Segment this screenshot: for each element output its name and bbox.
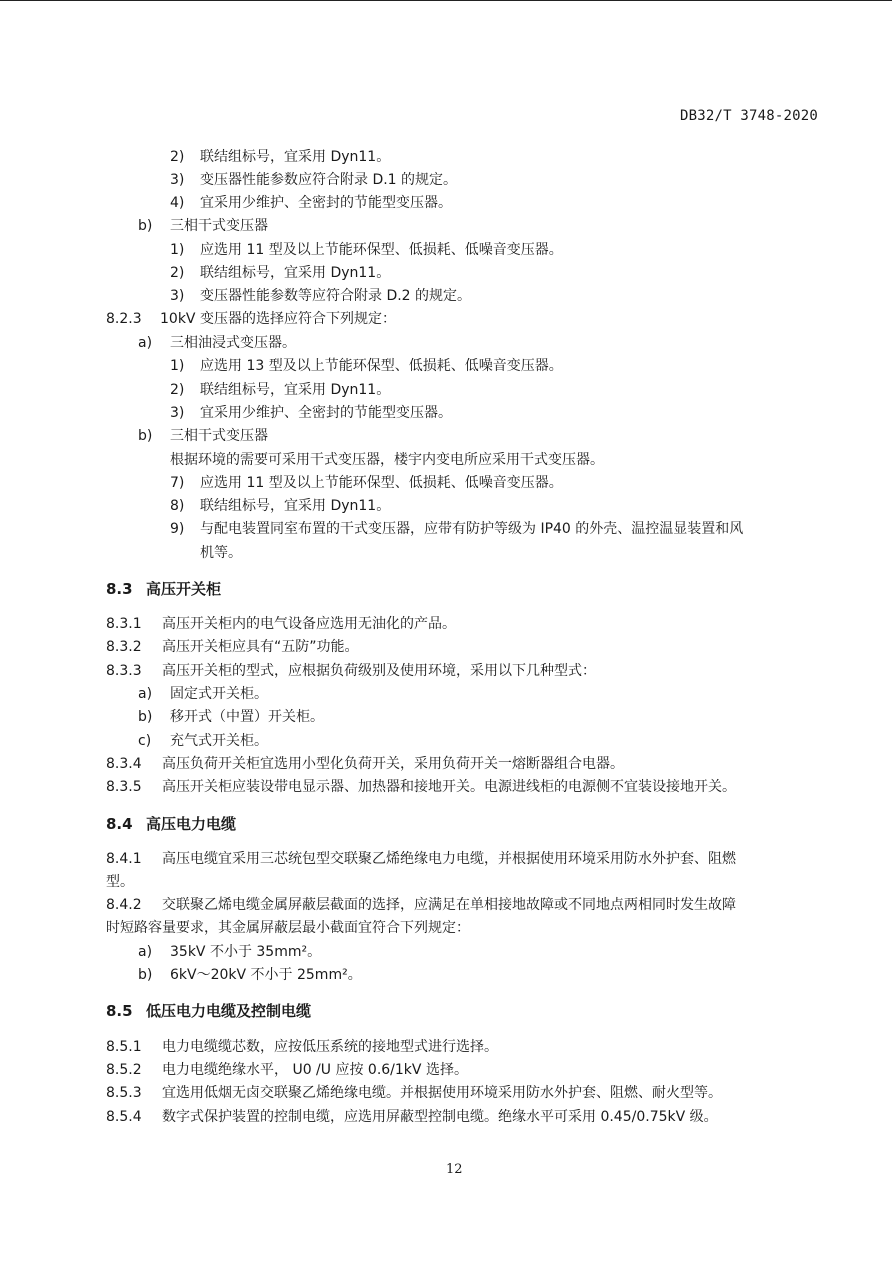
section-title: 高压电力电缆 xyxy=(146,815,237,833)
item-text: 变压器性能参数等应符合附录 D.2 的规定。 xyxy=(200,288,472,304)
clause-text: 电力电缆缆芯数，应按低压系统的接地型式进行选择。 xyxy=(162,1039,498,1055)
clause-text: 高压负荷开关柜宜选用小型化负荷开关，采用负荷开关一熔断器组合电器。 xyxy=(162,756,624,772)
clause-text: 数字式保护装置的控制电缆，应选用屏蔽型控制电缆。绝缘水平可采用 0.45/0.75kV 级。 xyxy=(162,1109,718,1125)
list-item xyxy=(170,148,390,166)
item-text: 35kV 不小于 35mm²。 xyxy=(170,944,322,960)
item-marker: a) xyxy=(138,944,153,960)
list-item xyxy=(138,732,268,750)
clause-continuation xyxy=(106,919,470,937)
clause-number: 8.5.2 xyxy=(106,1062,142,1078)
item-marker: a) xyxy=(138,686,153,702)
list-item xyxy=(170,194,452,212)
item-text: 变压器性能参数应符合附录 D.1 的规定。 xyxy=(200,172,458,188)
clause xyxy=(106,850,736,868)
clause-number: 8.3.1 xyxy=(106,616,142,632)
list-item xyxy=(138,943,321,961)
section-heading xyxy=(106,815,236,833)
clause-number: 8.3.2 xyxy=(106,639,142,655)
clause xyxy=(106,310,396,328)
clause-text: 高压开关柜内的电气设备应选用无油化的产品。 xyxy=(162,616,456,632)
item-marker: b) xyxy=(138,967,153,983)
clause-text: 交联聚乙烯电缆金属屏蔽层截面的选择，应满足在单相接地故障或不同地点两相同时发生故障 xyxy=(162,897,736,913)
clause xyxy=(106,638,359,656)
item-text: 宜采用少维护、全密封的节能型变压器。 xyxy=(200,405,452,421)
item-text: 应选用 11 型及以上节能环保型、低损耗、低噪音变压器。 xyxy=(200,475,563,491)
clause xyxy=(106,1108,718,1126)
item-text: 联结组标号，宜采用 Dyn11。 xyxy=(200,149,391,165)
section-number: 8.5 xyxy=(106,1002,133,1020)
item-text: 宜采用少维护、全密封的节能型变压器。 xyxy=(200,195,452,211)
list-item xyxy=(170,264,390,282)
clause xyxy=(106,1038,498,1056)
list-item xyxy=(138,685,268,703)
clause-number: 8.5.3 xyxy=(106,1085,142,1101)
item-text: 机等。 xyxy=(200,545,242,561)
item-text: 固定式开关柜。 xyxy=(170,686,268,702)
clause-number: 8.3.5 xyxy=(106,779,142,795)
clause xyxy=(106,1084,722,1102)
clause-number: 8.2.3 xyxy=(106,311,142,327)
item-text: 应选用 13 型及以上节能环保型、低损耗、低噪音变压器。 xyxy=(200,358,563,374)
item-marker: 7) xyxy=(170,475,185,491)
clause-text: 高压开关柜应具有“五防”功能。 xyxy=(162,639,359,655)
clause-number: 8.5.1 xyxy=(106,1039,142,1055)
item-text: 联结组标号，宜采用 Dyn11。 xyxy=(200,498,391,514)
clause-text: 型。 xyxy=(106,874,134,890)
list-item xyxy=(170,520,743,538)
paragraph-text: 根据环境的需要可采用干式变压器，楼宇内变电所应采用干式变压器。 xyxy=(170,452,604,468)
list-item xyxy=(138,966,362,984)
list-item xyxy=(170,497,390,515)
clause-text: 10kV 变压器的选择应符合下列规定： xyxy=(160,311,396,327)
item-marker: 1) xyxy=(170,358,185,374)
list-item xyxy=(138,708,324,726)
list-item xyxy=(170,381,390,399)
item-marker: 8) xyxy=(170,498,185,514)
list-item xyxy=(170,404,452,422)
section-title: 高压开关柜 xyxy=(146,580,222,598)
clause xyxy=(106,662,596,680)
item-text: 三相干式变压器 xyxy=(170,218,268,234)
clause-text: 电力电缆绝缘水平， U0 /U 应按 0.6/1kV 选择。 xyxy=(162,1062,468,1078)
section-title: 低压电力电缆及控制电缆 xyxy=(146,1002,312,1020)
item-marker: 1) xyxy=(170,242,185,258)
clause-text: 高压开关柜应装设带电显示器、加热器和接地开关。电源进线柜的电源侧不宜装设接地开关。 xyxy=(162,779,736,795)
item-marker: 2) xyxy=(170,265,185,281)
clause-continuation xyxy=(106,873,134,891)
section-heading xyxy=(106,1002,311,1020)
clause-number: 8.4.2 xyxy=(106,897,142,913)
list-item xyxy=(170,171,457,189)
clause-text: 高压开关柜的型式，应根据负荷级别及使用环境，采用以下几种型式： xyxy=(162,663,596,679)
clause xyxy=(106,896,736,914)
clause-number: 8.4.1 xyxy=(106,851,142,867)
page-number: 12 xyxy=(446,1162,463,1177)
item-marker: 2) xyxy=(170,382,185,398)
clause-text: 高压电缆宜采用三芯统包型交联聚乙烯绝缘电力电缆，并根据使用环境采用防水外护套、阻燃 xyxy=(162,851,736,867)
clause xyxy=(106,778,736,796)
clause xyxy=(106,755,624,773)
list-item xyxy=(138,217,268,235)
list-item xyxy=(170,287,471,305)
paragraph xyxy=(170,451,604,469)
list-item xyxy=(138,334,296,352)
item-text: 与配电装置同室布置的干式变压器，应带有防护等级为 IP40 的外壳、温控温显装置和风 xyxy=(200,521,744,537)
list-item-continuation xyxy=(200,544,242,562)
item-text: 6kV～20kV 不小于 25mm²。 xyxy=(170,967,362,983)
item-text: 联结组标号，宜采用 Dyn11。 xyxy=(200,265,391,281)
item-marker: 2) xyxy=(170,149,185,165)
item-marker: 3) xyxy=(170,172,185,188)
clause-text: 时短路容量要求，其金属屏蔽层最小截面宜符合下列规定： xyxy=(106,920,470,936)
list-item xyxy=(170,357,563,375)
item-text: 应选用 11 型及以上节能环保型、低损耗、低噪音变压器。 xyxy=(200,242,563,258)
item-marker: 4) xyxy=(170,195,185,211)
item-marker: 3) xyxy=(170,405,185,421)
item-text: 移开式（中置）开关柜。 xyxy=(170,709,324,725)
section-heading xyxy=(106,580,221,598)
clause-text: 宜选用低烟无卤交联聚乙烯绝缘电缆。并根据使用环境采用防水外护套、阻燃、耐火型等。 xyxy=(162,1085,722,1101)
item-text: 充气式开关柜。 xyxy=(170,733,268,749)
item-marker: 3) xyxy=(170,288,185,304)
clause-number: 8.3.3 xyxy=(106,663,142,679)
item-text: 三相油浸式变压器。 xyxy=(170,335,296,351)
page-top-border xyxy=(0,0,892,1)
item-marker: b) xyxy=(138,709,153,725)
list-item xyxy=(138,427,268,445)
clause xyxy=(106,615,456,633)
item-text: 联结组标号，宜采用 Dyn11。 xyxy=(200,382,391,398)
item-marker: b) xyxy=(138,428,153,444)
section-number: 8.4 xyxy=(106,815,133,833)
clause-number: 8.5.4 xyxy=(106,1109,142,1125)
document-code: DB32/T 3748-2020 xyxy=(680,108,819,124)
list-item xyxy=(170,241,563,259)
item-marker: 9) xyxy=(170,521,185,537)
clause xyxy=(106,1061,468,1079)
item-marker: b) xyxy=(138,218,153,234)
clause-number: 8.3.4 xyxy=(106,756,142,772)
item-marker: a) xyxy=(138,335,153,351)
item-text: 三相干式变压器 xyxy=(170,428,268,444)
item-marker: c) xyxy=(138,733,152,749)
list-item xyxy=(170,474,563,492)
section-number: 8.3 xyxy=(106,580,133,598)
